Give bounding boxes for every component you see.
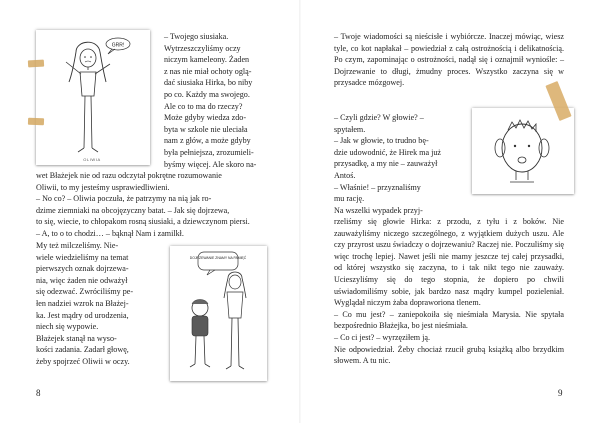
right-page-number: 9: [558, 388, 563, 398]
left-paragraph-top: – Twojego siusiaka. Wytrzeszczyliśmy oczy niczym kameleony. Żaden z nas nie miał ochoty oglą- dać siusiaka Hirka, bo niby po co. Każdy ma swojego. Ale co to ma do rzeczy? Może gdyby wiedza zdo- byta w szkole nie uleciała nam z głów, a może gdyby była pełniejsza, zrozumieli- byśmy więcej. Ale skoro na-: [164, 32, 257, 169]
right-paragraph-top: – Twoje wiadomości są nieścisłe i wybiórcze. Inaczej mówiąc, wiesz tyle, co kot napłakał – powiedział z całą ostrożnością i delikatnością. Po czym, zapominając o ostrożności, nadął się i oznajmił wyniośle: – Dojrzewanie to długi, żmudny proces. Wszystko zaczyna się w przysadce mózgowej.: [334, 32, 564, 88]
pair-illustration: [170, 246, 267, 381]
left-paragraph-bottom: My też milczeliśmy. Nie- wiele wiedzieliśmy na temat pierwszych oznak dojrzewa- nia, więc żaden nie odważył się odezwać. Zwróciliśmy pe- łen nadziei wzrok na Błażej- ka. Jest mądry od urodzenia, niech się wypowie. Błażejek stanął na wyso- kości zadania. Zadarł głowę, żeby spojrzeć Oliwii w oczy.: [36, 241, 134, 366]
left-paragraph-mid: wet Błażejek nie od razu odczytał pokrętne rozumowanie Oliwii, to my jesteśmy usprawiedliwieni. – No co? – Oliwia poczuła, że patrzymy na nią jak ro- dzime ziemniaki na obcojęzyczny batat. – Jak się dojrzewa, to się, wiecie, to chłopakom rosną siusiaki, a dziewczynom piersi. – A, to o to chodzi… – bąknął Nam i zamilkł.: [36, 171, 250, 238]
tape-strip: [28, 60, 44, 68]
girl-signature: OLIWIA: [83, 157, 101, 162]
right-paragraph-bottom: rzeliśmy się głowie Hirka: z przodu, z tyłu i z boków. Nie zauważyliśmy niczego szczególnego, z wyjątkiem dużych uszu. Ale czy przyrost uszu świadczy o dojrzewaniu? Raczej nie. Poczuliśmy się więc trochę lepiej. Nawet jeśli nie mamy jeszcze tej całej przysadki, od której wszystko się zaczyna, to i tak nikt tego nie zauważy. Ucieszyliśmy się do tego stopnia, że dopiero po chwili uświadomiliśmy sobie, jak bardzo nasz mądry kumpel pozieleniał. Wyglądał niczym żaba dopraworiona tlenem. – Co mu jest? – zaniepokoiła się nieśmiała Marysia. Nie spytała bezpośrednio Błażejka, bo jest nieśmiała. – Co ci jest? – wyrzęziłem ją. Nie odpowiedział. Żeby chociaż rzucił grubą książką albo brzydkim słowem. A tu nic.: [334, 217, 564, 366]
girl-drawing: [36, 30, 150, 165]
girl-bubble-text: GRR!: [111, 42, 125, 49]
left-page-number: 8: [36, 388, 41, 398]
pair-drawing: [170, 246, 267, 381]
right-page: [300, 0, 600, 423]
tape-strip: [28, 118, 44, 126]
right-paragraph-mid: – Czyli gdzie? W głowie? – spytałem. – Jak w głowie, to trudno bę- dzie udowodnić, że Hirek ma już przysadkę, a my nie – zauważył Antoś. – Właśnie! – przyznaliśmy mu rację. Na wszelki wypadek przyj-: [334, 113, 441, 215]
pair-bubble-text: DOJRZEWANIE ZNAMY NA PAMIĘĆ: [189, 256, 247, 260]
svg-text:DOJRZEWANIE ZNAMY NA PAMIĘĆ: [190, 255, 247, 260]
girl-illustration: [36, 30, 150, 165]
